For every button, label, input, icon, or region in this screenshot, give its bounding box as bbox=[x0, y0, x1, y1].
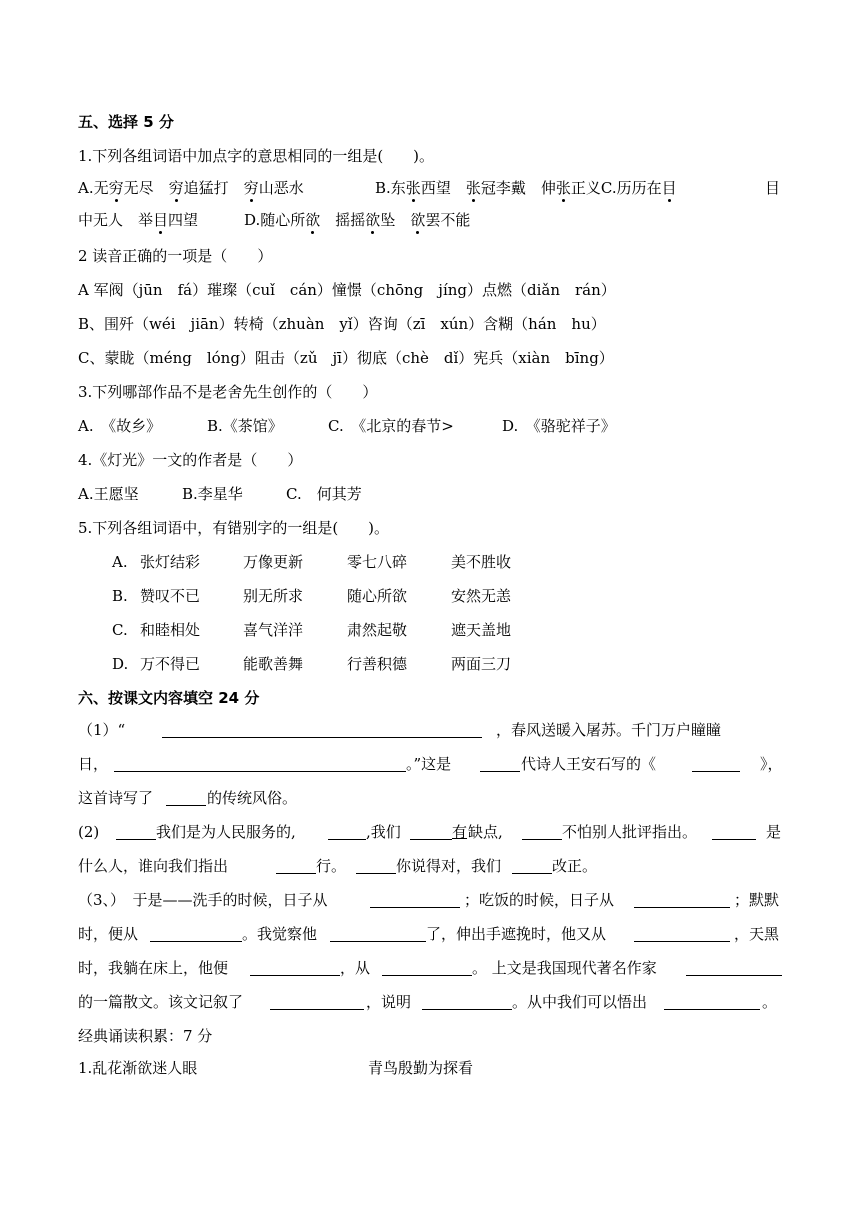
q5-word: 肃然起敬 bbox=[347, 621, 408, 639]
p3-text: ；吃饭的时候，日子从 bbox=[464, 891, 615, 909]
p1-text: 的传统风俗。 bbox=[207, 789, 298, 807]
dotted-char: 穷 bbox=[108, 179, 124, 197]
p3-text: 。 上文是我国现代著名作家 bbox=[472, 959, 657, 977]
p3-text: 。我觉察他 bbox=[242, 925, 318, 943]
p1-text: 》， bbox=[760, 755, 783, 773]
dotted-char: 欲 bbox=[410, 211, 426, 229]
p1-start: （1）“ bbox=[78, 721, 126, 739]
q1-option-b bbox=[375, 178, 677, 198]
fill-blank[interactable] bbox=[512, 858, 552, 874]
q1-d-text: 罢不能 bbox=[425, 211, 471, 229]
fill-blank[interactable] bbox=[330, 926, 426, 942]
fill-blank[interactable] bbox=[712, 824, 756, 840]
p3-text: ；默默 bbox=[734, 891, 780, 909]
fill-blank[interactable] bbox=[162, 722, 482, 738]
p3-text: 时，便从 bbox=[78, 925, 139, 943]
q1-b-text: 冠李戴 伸 bbox=[480, 179, 556, 197]
q1-c-tail: 目 bbox=[765, 179, 781, 197]
poem-line-left: 1.乱花渐欲迷人眼 bbox=[78, 1059, 198, 1077]
q2-option-b: B、围歼（wéi jiān）转椅（zhuàn yǐ）咨询（zī xún）含糊（hán hu） bbox=[78, 315, 606, 333]
p3-text: ，说明 bbox=[366, 993, 412, 1011]
q1-a-text: 山恶水 bbox=[258, 179, 304, 197]
q1-b-text: 西望 bbox=[420, 179, 466, 197]
p2-start: (2) bbox=[78, 823, 100, 841]
dotted-char: 欲 bbox=[305, 211, 321, 229]
fill-blank[interactable] bbox=[480, 756, 520, 772]
q4-stem: 4.《灯光》一文的作者是（ ） bbox=[78, 451, 303, 469]
q1-c-text: 四望 bbox=[168, 211, 199, 229]
q4-option-b: B.李星华 bbox=[182, 485, 243, 503]
dotted-char: 穷 bbox=[243, 179, 259, 197]
p3-text: 。 bbox=[762, 993, 778, 1011]
q4-option-a: A.王愿坚 bbox=[78, 485, 139, 503]
q1-options-line2 bbox=[78, 210, 198, 230]
fill-blank[interactable] bbox=[370, 892, 460, 908]
q5-word: 安然无恙 bbox=[451, 587, 512, 605]
p2-text: 改正。 bbox=[552, 857, 598, 875]
fill-blank[interactable] bbox=[276, 858, 316, 874]
q1-c-prefix: C.历历在 bbox=[600, 179, 662, 197]
p3-text: ，从 bbox=[340, 959, 371, 977]
section-7-title: 经典诵读积累：7 分 bbox=[78, 1027, 213, 1045]
p2-text: 不怕别人批评指出。 bbox=[562, 823, 698, 841]
q5-word: 张灯结彩 bbox=[140, 553, 201, 571]
q5-row-label: B. bbox=[112, 587, 128, 605]
p2-text: 有 bbox=[452, 823, 468, 841]
dotted-char: 张 bbox=[555, 179, 571, 197]
q3-option-c: C. 《北京的春节> bbox=[328, 417, 454, 435]
q1-d-text: 摇摇 bbox=[320, 211, 366, 229]
q2-option-a: A 军阀（jūn fá）璀璨（cuǐ cán）憧憬（chōng jíng）点燃（diǎn rán） bbox=[78, 281, 616, 299]
dotted-char: 张 bbox=[405, 179, 421, 197]
p3-text: 了，伸出手遮挽时，他又从 bbox=[426, 925, 607, 943]
fill-blank[interactable] bbox=[356, 858, 396, 874]
q1-c-text: 中无人 举 bbox=[78, 211, 154, 229]
p3-text: 。从中我们可以悟出 bbox=[512, 993, 648, 1011]
fill-blank[interactable] bbox=[166, 790, 206, 806]
p2-text: 你说得对，我们 bbox=[396, 857, 502, 875]
q1-a-prefix: A.无 bbox=[78, 179, 109, 197]
q1-d-text: 坠 bbox=[380, 211, 411, 229]
p3-text: 的一篇散文。该文记叙了 bbox=[78, 993, 244, 1011]
fill-blank[interactable] bbox=[382, 960, 472, 976]
q5-row-label: D. bbox=[112, 655, 129, 673]
q5-row-label: A. bbox=[112, 553, 128, 571]
q5-word: 能歌善舞 bbox=[243, 655, 304, 673]
q5-row-label: C. bbox=[112, 621, 128, 639]
fill-blank[interactable] bbox=[114, 756, 406, 772]
q3-option-b: B.《茶馆》 bbox=[207, 417, 283, 435]
q1-a-text: 无尽 bbox=[123, 179, 169, 197]
dotted-char: 穷 bbox=[168, 179, 184, 197]
p3-text: ，天黑 bbox=[734, 925, 780, 943]
q3-stem: 3.下列哪部作品不是老舍先生创作的（ ） bbox=[78, 383, 378, 401]
q5-word: 零七八碎 bbox=[347, 553, 408, 571]
q5-word: 美不胜收 bbox=[451, 553, 512, 571]
q1-b-prefix: B.东 bbox=[375, 179, 406, 197]
fill-blank[interactable] bbox=[692, 756, 740, 772]
fill-blank[interactable] bbox=[522, 824, 562, 840]
q4-option-c: C. 何其芳 bbox=[286, 485, 362, 503]
fill-blank[interactable] bbox=[422, 994, 512, 1010]
fill-blank[interactable] bbox=[410, 824, 452, 840]
section-6-title: 六、按课文内容填空 24 分 bbox=[78, 689, 260, 707]
dotted-char: 目 bbox=[661, 179, 677, 197]
q3-option-d: D. 《骆驼祥子》 bbox=[502, 417, 616, 435]
p1-text: 。”这是 bbox=[406, 755, 452, 773]
q1-d-prefix: D.随心所 bbox=[244, 211, 306, 229]
p2-text: ,我们 bbox=[366, 823, 401, 841]
p1-text: 日， bbox=[78, 755, 109, 773]
fill-blank[interactable] bbox=[634, 926, 730, 942]
fill-blank[interactable] bbox=[150, 926, 242, 942]
fill-blank[interactable] bbox=[116, 824, 156, 840]
fill-blank[interactable] bbox=[270, 994, 364, 1010]
p3-text: 时，我躺在床上，他便 bbox=[78, 959, 229, 977]
q1-stem: 1.下列各组词语中加点字的意思相同的一组是( )。 bbox=[78, 147, 435, 165]
q5-word: 行善积德 bbox=[347, 655, 408, 673]
q1-b-text: 正义 bbox=[570, 179, 601, 197]
q5-word: 万像更新 bbox=[243, 553, 304, 571]
p2-text: 缺点, bbox=[468, 823, 503, 841]
q1-option-d bbox=[244, 210, 470, 230]
p1-text: 代诗人王安石写的《 bbox=[521, 755, 657, 773]
q1-a-text: 追猛打 bbox=[183, 179, 244, 197]
q5-word: 万不得已 bbox=[140, 655, 201, 673]
q5-word: 随心所欲 bbox=[347, 587, 408, 605]
p3-start: （3、） 于是——洗手的时候，日子从 bbox=[78, 891, 328, 909]
dotted-char: 目 bbox=[153, 211, 169, 229]
p2-text: 什么人，谁向我们指出 bbox=[78, 857, 229, 875]
q5-stem: 5.下列各组词语中，有错别字的一组是( )。 bbox=[78, 519, 390, 537]
section-5-title: 五、选择 5 分 bbox=[78, 113, 174, 131]
p2-text: 我们是为人民服务的, bbox=[156, 823, 296, 841]
p2-text: 行。 bbox=[316, 857, 347, 875]
dotted-char: 欲 bbox=[365, 211, 381, 229]
fill-blank[interactable] bbox=[664, 994, 760, 1010]
p2-text: 是 bbox=[766, 823, 782, 841]
q5-word: 和睦相处 bbox=[140, 621, 201, 639]
fill-blank[interactable] bbox=[328, 824, 366, 840]
fill-blank[interactable] bbox=[686, 960, 782, 976]
dotted-char: 张 bbox=[465, 179, 481, 197]
p1-text: 这首诗写了 bbox=[78, 789, 154, 807]
q5-word: 两面三刀 bbox=[451, 655, 512, 673]
q2-option-c: C、蒙眬（méng lóng）阻击（zǔ jī）彻底（chè dǐ）宪兵（xiàn bīng） bbox=[78, 349, 614, 367]
poem-line-right: 青鸟殷勤为探看 bbox=[368, 1059, 474, 1077]
q3-option-a: A. 《故乡》 bbox=[78, 417, 162, 435]
q5-word: 喜气洋洋 bbox=[243, 621, 304, 639]
q5-word: 别无所求 bbox=[243, 587, 304, 605]
q2-stem: 2 读音正确的一项是（ ） bbox=[78, 247, 273, 265]
fill-blank[interactable] bbox=[634, 892, 730, 908]
fill-blank[interactable] bbox=[250, 960, 340, 976]
p1-text: ，春风送暖入屠苏。千门万户瞳瞳 bbox=[496, 721, 722, 739]
q1-options-line1 bbox=[78, 178, 304, 198]
q5-word: 遮天盖地 bbox=[451, 621, 512, 639]
q5-word: 赞叹不已 bbox=[140, 587, 201, 605]
